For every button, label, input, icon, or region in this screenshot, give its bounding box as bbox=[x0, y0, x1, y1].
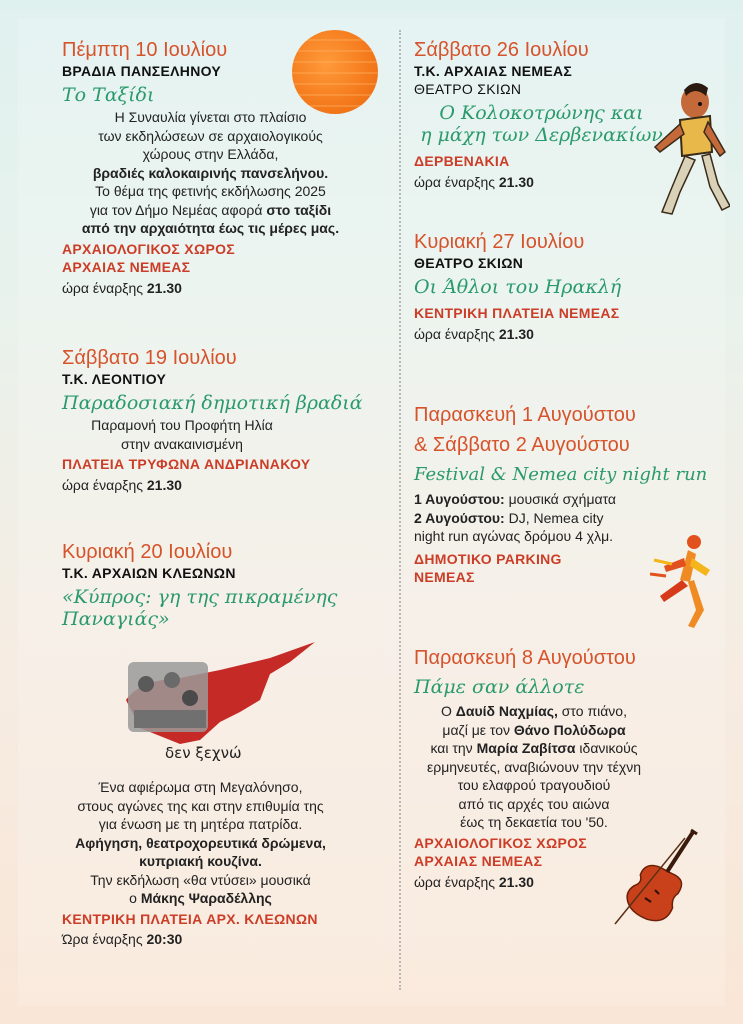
event-date: Κυριακή 27 Ιουλίου bbox=[414, 231, 585, 253]
desc-bold: Μαρία Ζαβίτσα bbox=[476, 740, 576, 756]
event-location: ΚΕΝΤΡΙΚΗ ΠΛΑΤΕΙΑ ΝΕΜΕΑΣ bbox=[414, 305, 620, 321]
event-date: & Σάββατο 2 Αυγούστου bbox=[414, 434, 630, 456]
desc-line: Ένα αφιέρωμα στη Μεγαλόνησο, bbox=[98, 779, 303, 795]
time-label: ώρα έναρξης bbox=[414, 325, 499, 342]
desc-line: Την εκδήλωση «θα ντύσει» μουσικά bbox=[90, 871, 311, 888]
desc-line bbox=[48, 852, 353, 871]
desc-line: των εκδηλώσεων σε αρχαιολογικούς bbox=[98, 127, 323, 144]
event-title: Παραδοσιακή δημοτική βραδιά bbox=[62, 392, 363, 414]
event-time bbox=[62, 930, 382, 949]
desc-line: Η Συναυλία γίνεται στο πλαίσιο bbox=[114, 109, 307, 125]
event-location: ΔΕΡΒΕΝΑΚΙΑ bbox=[414, 153, 510, 169]
event-description bbox=[414, 702, 654, 832]
desc-line: στους αγώνες της και στην επιθυμία της bbox=[77, 797, 324, 814]
desc-line bbox=[48, 201, 373, 220]
event-venue: Τ.Κ. ΛΕΟΝΤΙΟΥ bbox=[62, 371, 167, 387]
time-value: 21.30 bbox=[146, 279, 182, 296]
desc-line: ερμηνευτές, αναβιώνουν την τέχνη bbox=[427, 758, 641, 775]
desc-text: ιδανικούς bbox=[575, 740, 638, 756]
desc-line: έως τη δεκαετία του '50. bbox=[460, 814, 608, 830]
desc-line: χώρους στην Ελλάδα, bbox=[142, 146, 279, 162]
desc-bold: κυπριακή κουζίνα. bbox=[139, 853, 262, 869]
event-moon-night bbox=[62, 38, 382, 297]
time-label: ώρα έναρξης bbox=[414, 173, 499, 190]
event-shadow-theatre-kolokotronis bbox=[414, 38, 724, 191]
event-pame-san-allote bbox=[414, 646, 724, 891]
time-label: ώρα έναρξης bbox=[414, 873, 499, 890]
desc-line: του ελαφρού τραγουδιού bbox=[457, 777, 611, 793]
time-label: ώρα έναρξης bbox=[62, 279, 147, 296]
event-description bbox=[62, 416, 302, 453]
event-title: Πάμε σαν άλλοτε bbox=[414, 676, 585, 698]
time-label: Ώρα έναρξης bbox=[62, 931, 147, 947]
desc-text: στο πιάνο, bbox=[557, 703, 627, 719]
event-description bbox=[48, 778, 353, 908]
event-venue: ΒΡΑΔΙΑ ΠΑΝΣΕΛΗΝΟΥ bbox=[62, 63, 222, 79]
desc-line bbox=[48, 219, 373, 238]
event-location: ΚΕΝΤΡΙΚΗ ΠΛΑΤΕΙΑ ΑΡΧ. ΚΛΕΩΝΩΝ bbox=[62, 910, 318, 927]
desc-line bbox=[48, 164, 373, 183]
cyprus-map-image bbox=[120, 640, 320, 760]
desc-bold: βραδιές καλοκαιρινής πανσελήνου. bbox=[92, 164, 329, 181]
event-festival-night-run bbox=[414, 400, 724, 587]
event-location: ΑΡΧΑΙΑΣ ΝΕΜΕΑΣ bbox=[414, 853, 543, 869]
event-title bbox=[62, 584, 382, 632]
desc-text: και την bbox=[430, 740, 477, 756]
event-date: Κυριακή 20 Ιουλίου bbox=[62, 541, 233, 563]
desc-bold: Μάκης Ψαραδέλλης bbox=[140, 890, 272, 906]
time-value: 21.30 bbox=[498, 873, 534, 890]
event-date: Σάββατο 26 Ιουλίου bbox=[414, 39, 589, 61]
event-location: ΠΛΑΤΕΙΑ ΤΡΥΦΩΝΑ ΑΝΔΡΙΑΝΑΚΟΥ bbox=[62, 456, 311, 472]
event-time bbox=[62, 279, 382, 298]
event-description bbox=[414, 490, 724, 546]
desc-line: στην ανακαινισμένη bbox=[121, 435, 243, 452]
desc-line bbox=[48, 889, 353, 908]
event-title: Οι Άθλοι του Ηρακλή bbox=[414, 276, 622, 298]
desc-line bbox=[414, 721, 654, 740]
title-line: η μάχη των Δερβενακίων bbox=[420, 124, 663, 146]
time-value: 20:30 bbox=[146, 931, 183, 947]
event-date: Σάββατο 19 Ιουλίου bbox=[62, 347, 237, 369]
title-line: «Κύπρος: γη της πικραμένης bbox=[62, 586, 338, 608]
desc-line bbox=[414, 702, 654, 721]
desc-line bbox=[414, 509, 724, 528]
event-venue: ΘΕΑΤΡΟ ΣΚΙΩΝ bbox=[414, 255, 524, 271]
desc-line bbox=[414, 739, 654, 758]
event-date: Παρασκευή 8 Αυγούστου bbox=[414, 647, 636, 669]
event-folk-night bbox=[62, 346, 382, 494]
desc-line: night run αγώνας δρόμου 4 χλμ. bbox=[414, 528, 614, 544]
desc-bold: Δαυίδ Ναχμίας, bbox=[455, 703, 558, 719]
desc-line: Το θέμα της φετινής εκδήλωσης 2025 bbox=[95, 183, 326, 199]
desc-bold: 2 Αυγούστου: bbox=[414, 509, 505, 526]
event-time bbox=[62, 476, 382, 495]
event-location: ΑΡΧΑΙΑΣ ΝΕΜΕΑΣ bbox=[62, 259, 191, 275]
desc-bold: Αφήγηση, θεατροχορευτικά δρώμενα, bbox=[75, 834, 326, 851]
event-location: ΔΗΜΟΤΙΚΟ PARKING bbox=[414, 550, 562, 567]
cyprus-image-caption: δεν ξεχνώ bbox=[165, 744, 242, 762]
event-venue: Τ.Κ. ΑΡΧΑΙΑΣ ΝΕΜΕΑΣ bbox=[414, 63, 573, 79]
desc-line bbox=[48, 834, 353, 853]
event-description bbox=[48, 108, 373, 238]
desc-line: από τις αρχές του αιώνα bbox=[458, 795, 610, 812]
event-location: ΑΡΧΑΙΟΛΟΓΙΚΟΣ ΧΩΡΟΣ bbox=[414, 834, 587, 851]
desc-bold: Θάνο Πολύδωρα bbox=[513, 721, 626, 738]
desc-line: για ένωση με τη μητέρα πατρίδα. bbox=[98, 816, 303, 832]
desc-line bbox=[414, 490, 724, 509]
event-date: Παρασκευή 1 Αυγούστου bbox=[414, 404, 636, 426]
event-cyprus bbox=[62, 540, 382, 632]
event-location: ΑΡΧΑΙΟΛΟΓΙΚΟΣ ΧΩΡΟΣ bbox=[62, 240, 235, 257]
desc-text: ο bbox=[129, 890, 141, 906]
event-venue: Τ.Κ. ΑΡΧΑΙΩΝ ΚΛΕΩΝΩΝ bbox=[62, 565, 236, 581]
desc-line: Παραμονή του Προφήτη Ηλία bbox=[91, 417, 273, 433]
event-time bbox=[414, 325, 724, 344]
event-title: Festival & Nemea city night run bbox=[414, 464, 708, 485]
desc-text: Ο bbox=[441, 703, 456, 719]
time-value: 21.30 bbox=[498, 173, 534, 190]
title-line: Παναγιάς» bbox=[62, 608, 170, 630]
time-value: 21.30 bbox=[498, 325, 534, 342]
desc-text: μουσικά σχήματα bbox=[504, 491, 617, 507]
event-date: Πέμπτη 10 Ιουλίου bbox=[62, 39, 228, 61]
desc-bold: 1 Αυγούστου: bbox=[414, 491, 505, 507]
title-line: Ο Κολοκοτρώνης και bbox=[439, 102, 644, 124]
time-value: 21.30 bbox=[146, 476, 182, 493]
desc-text: για τον Δήμο Νεμέας αφορά bbox=[89, 201, 267, 218]
desc-bold: από την αρχαιότητα έως τις μέρες μας. bbox=[81, 220, 340, 236]
column-divider bbox=[399, 30, 401, 990]
event-location: ΝΕΜΕΑΣ bbox=[414, 569, 475, 585]
event-time bbox=[414, 173, 724, 192]
event-venue: ΘΕΑΤΡΟ ΣΚΙΩΝ bbox=[414, 81, 522, 97]
event-title bbox=[414, 100, 669, 148]
event-cyprus-details bbox=[62, 778, 382, 949]
time-label: ώρα έναρξης bbox=[62, 476, 147, 493]
event-time bbox=[414, 873, 724, 892]
desc-text: μαζί με τον bbox=[442, 721, 514, 738]
desc-bold: στο ταξίδι bbox=[266, 201, 332, 218]
event-title: Το Ταξίδι bbox=[62, 84, 155, 106]
event-shadow-theatre-hercules bbox=[414, 230, 724, 343]
desc-text: DJ, Nemea city bbox=[504, 509, 604, 526]
